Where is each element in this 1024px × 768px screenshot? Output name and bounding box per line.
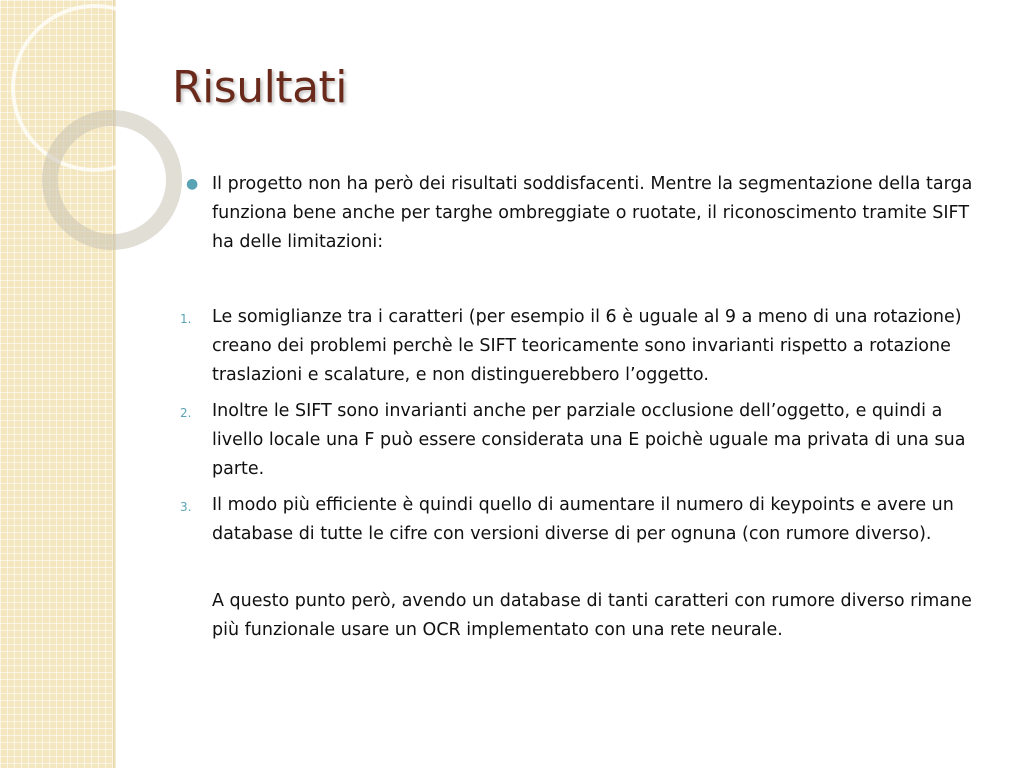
item-text: Le somiglianze tra i caratteri (per esempio il 6 è uguale al 9 a meno di una rotazione) creano dei problemi perchè le SIFT teoricamente sono invarianti rispetto a rotazione traslazioni e scalature, e non distinguerebbero l’oggetto. — [212, 307, 962, 385]
numbered-item-2 — [180, 397, 994, 484]
item-text: Il modo più efficiente è quindi quello di aumentare il numero di keypoints e avere un database di tutte le cifre con versioni diverse di per ognuna (con rumore diverso). — [212, 495, 954, 544]
bullet-dot-icon: ● — [186, 176, 199, 192]
slide-title: Risultati — [172, 62, 348, 113]
item-number: 2. — [180, 406, 192, 420]
intro-bullet — [184, 170, 994, 257]
numbered-item-3 — [180, 491, 994, 549]
conclusion-text: A questo punto però, avendo un database di tanti caratteri con rumore diverso rimane più funzionale usare un OCR implementato con una rete neurale. — [212, 591, 972, 640]
intro-text: Il progetto non ha però dei risultati soddisfacenti. Mentre la segmentazione della targa funziona bene anche per targhe ombreggiate o ruotate, il riconoscimento tramite SIFT ha delle limitazioni: — [212, 174, 973, 252]
decorative-rings — [0, 0, 200, 260]
ring-large — [13, 6, 177, 170]
conclusion-paragraph — [184, 587, 994, 645]
slide-body — [180, 170, 994, 645]
item-number: 3. — [180, 500, 192, 514]
ring-small — [50, 118, 174, 242]
numbered-item-1 — [180, 303, 994, 390]
item-text: Inoltre le SIFT sono invarianti anche per parziale occlusione dell’oggetto, e quindi a livello locale una F può essere considerata una E poichè uguale ma privata di una sua parte. — [212, 401, 966, 479]
item-number: 1. — [180, 312, 192, 326]
